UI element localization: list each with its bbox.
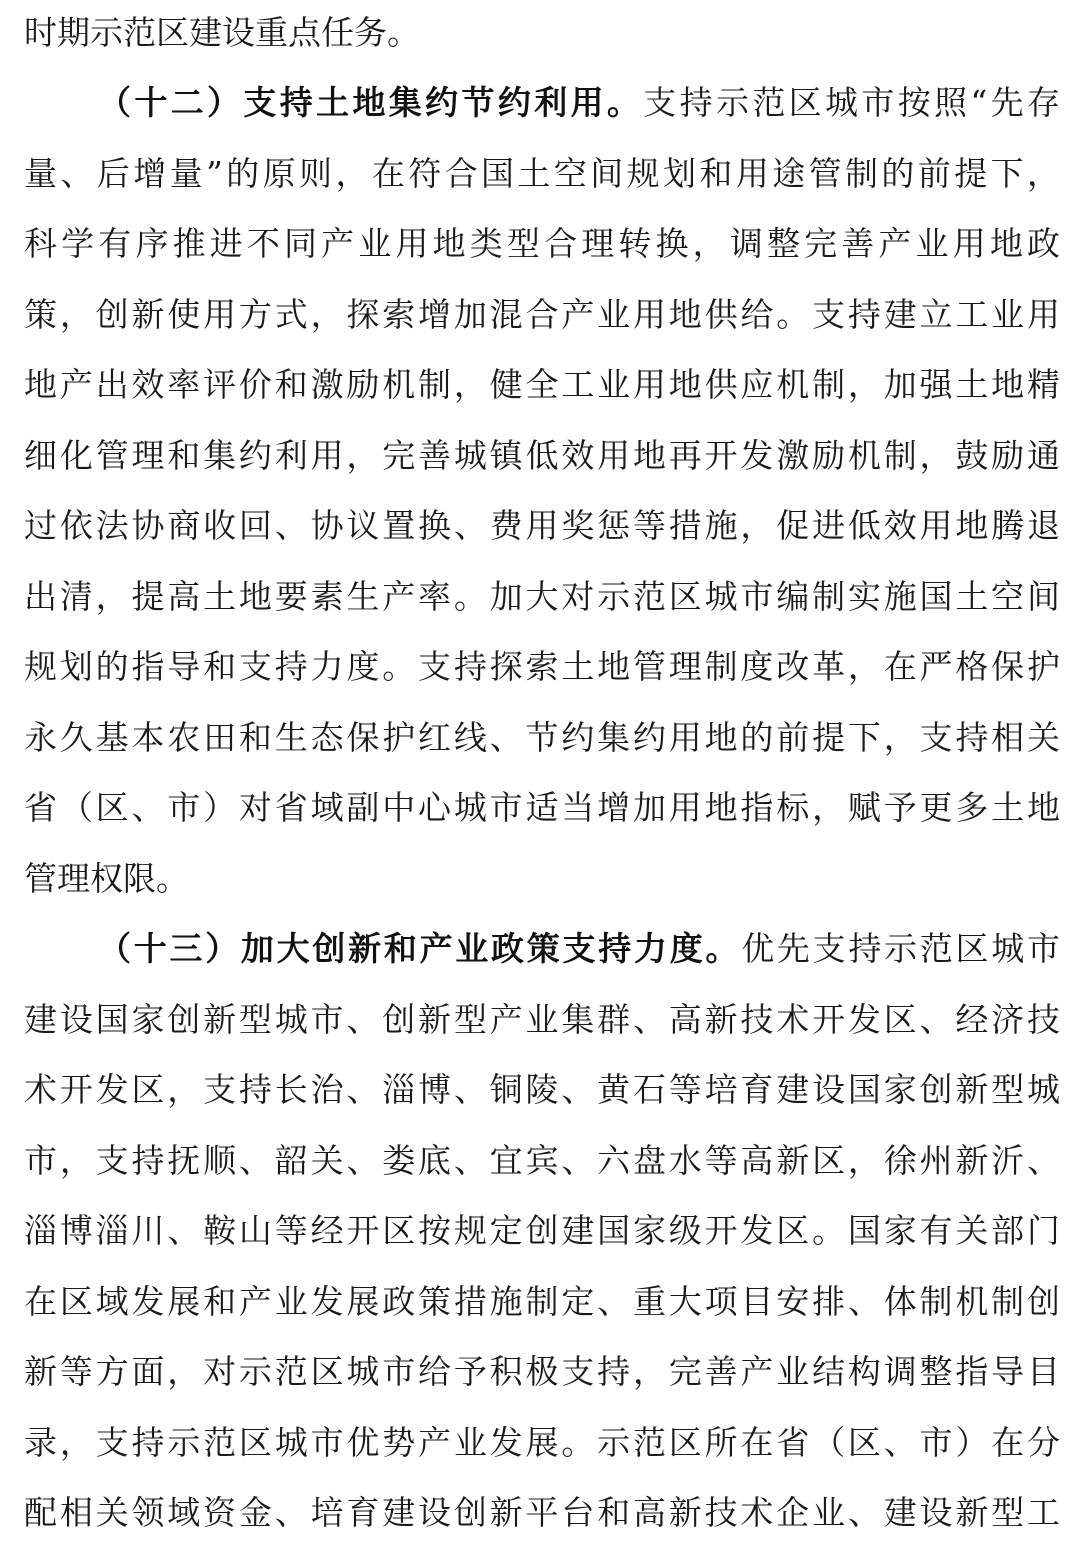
- text-line-fragment: 支持示范区城市按照“先存: [643, 83, 1060, 122]
- section-12-heading: （十二）支持土地集约节约利用。: [98, 83, 644, 122]
- text-line: 出清，提高土地要素生产率。加大对示范区城市编制实施国土空间: [24, 577, 1060, 616]
- text-line: 细化管理和集约利用，完善城镇低效用地再开发激励机制，鼓励通: [24, 436, 1060, 475]
- text-line: 规划的指导和支持力度。支持探索土地管理制度改革，在严格保护: [24, 647, 1060, 686]
- text-line: 市，支持抚顺、韶关、娄底、宜宾、六盘水等高新区，徐州新沂、: [24, 1141, 1060, 1180]
- text-line: 时期示范区建设重点任务。: [24, 13, 420, 52]
- text-line: 配相关领域资金、培育建设创新平台和高新技术企业、建设新型工: [24, 1493, 1060, 1532]
- text-line: 过依法协商收回、协议置换、费用奖惩等措施，促进低效用地腾退: [24, 506, 1060, 545]
- text-line: 录，支持示范区城市优势产业发展。示范区所在省（区、市）在分: [24, 1423, 1060, 1462]
- text-line: 管理权限。: [24, 859, 189, 898]
- text-line: 永久基本农田和生态保护红线、节约集约用地的前提下，支持相关: [24, 718, 1060, 757]
- section-13-heading: （十三）加大创新和产业政策支持力度。: [98, 929, 742, 968]
- text-line: 术开发区，支持长治、淄博、铜陵、黄石等培育建设国家创新型城: [24, 1070, 1060, 1109]
- text-line: 量、后增量”的原则，在符合国土空间规划和用途管制的前提下，: [24, 154, 1060, 193]
- text-line: 新等方面，对示范区城市给予积极支持，完善产业结构调整指导目: [24, 1352, 1060, 1391]
- text-line: 淄博淄川、鞍山等经开区按规定创建国家级开发区。国家有关部门: [24, 1211, 1060, 1250]
- text-line: 科学有序推进不同产业用地类型合理转换，调整完善产业用地政: [24, 224, 1060, 263]
- text-line-fragment: 优先支持示范区城市: [741, 929, 1061, 968]
- text-line: 策，创新使用方式，探索增加混合产业用地供给。支持建立工业用: [24, 295, 1060, 334]
- text-line: 地产出效率评价和激励机制，健全工业用地供应机制，加强土地精: [24, 365, 1060, 404]
- text-line: 在区域发展和产业发展政策措施制定、重大项目安排、体制机制创: [24, 1282, 1060, 1321]
- section-13-first-line: [98, 918, 1060, 980]
- text-line: 建设国家创新型城市、创新型产业集群、高新技术开发区、经济技: [24, 1000, 1060, 1039]
- text-line: 省（区、市）对省域副中心城市适当增加用地指标，赋予更多土地: [24, 788, 1060, 827]
- section-12-first-line: [98, 72, 1060, 134]
